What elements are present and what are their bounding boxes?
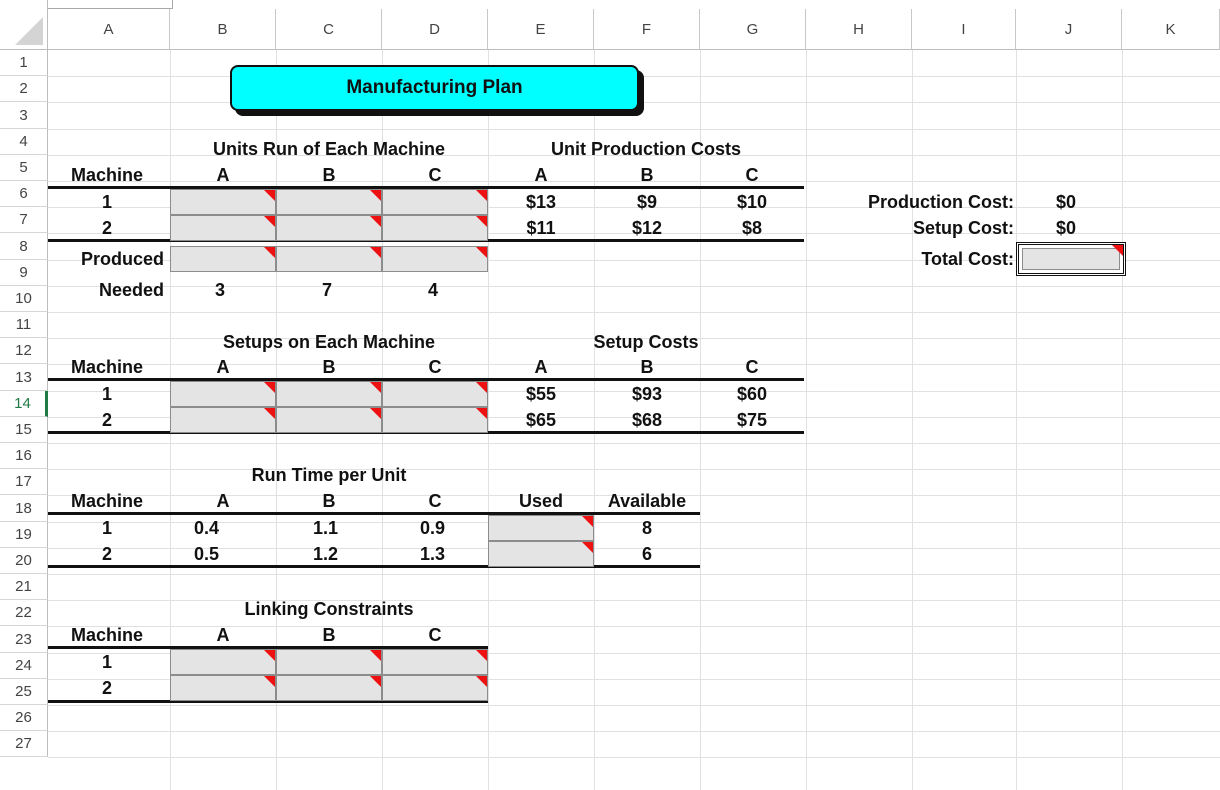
needed-label: Needed: [98, 280, 164, 300]
column-header-h[interactable]: H: [806, 9, 912, 50]
unit-costs-col-a: A: [534, 165, 548, 185]
setups-2-b-cell[interactable]: [276, 407, 382, 433]
available-label: Available: [607, 491, 687, 511]
units-run-machine-label: Machine: [70, 165, 144, 185]
needed-b: 7: [322, 280, 333, 300]
setup-cost-2b: $68: [631, 410, 663, 430]
row-header-23[interactable]: 23: [0, 626, 48, 653]
gridline: [1122, 50, 1123, 790]
comment-indicator-icon: [476, 676, 487, 687]
row-header-18[interactable]: 18: [0, 495, 48, 522]
run-time-1b: 1.1: [313, 518, 339, 538]
setups-1-c-cell[interactable]: [382, 381, 488, 407]
gridline: [806, 50, 807, 790]
run-time-2a: 0.5: [194, 544, 220, 564]
row-header-6[interactable]: 6: [0, 181, 48, 207]
row-header-25[interactable]: 25: [0, 679, 48, 705]
column-header-f[interactable]: F: [594, 9, 700, 50]
comment-indicator-icon: [476, 190, 487, 201]
setup-costs-col-b: B: [640, 357, 654, 377]
row-header-1[interactable]: 1: [0, 50, 48, 76]
units-run-2-a-cell[interactable]: [170, 215, 276, 241]
setup-cost-1c: $60: [736, 384, 768, 404]
setup-cost-label: Setup Cost:: [913, 218, 1014, 238]
row-header-12[interactable]: 12: [0, 338, 48, 364]
setups-col-c: C: [428, 357, 442, 377]
column-header-d[interactable]: D: [382, 9, 488, 50]
setups-machine-label: Machine: [70, 357, 144, 377]
run-time-machine-2: 2: [101, 544, 112, 564]
row-header-27[interactable]: 27: [0, 731, 48, 757]
unit-cost-1a: $13: [525, 192, 557, 212]
comment-indicator-icon: [476, 408, 487, 419]
column-header-c[interactable]: C: [276, 9, 382, 50]
comment-indicator-icon: [264, 382, 275, 393]
setups-machine-1: 1: [101, 384, 112, 404]
row-header-24[interactable]: 24: [0, 653, 48, 679]
setups-1-a-cell[interactable]: [170, 381, 276, 407]
available-2: 6: [641, 544, 652, 564]
comment-indicator-icon: [264, 190, 275, 201]
units-run-col-b: B: [322, 165, 336, 185]
total-cost-cell[interactable]: [1016, 242, 1126, 276]
setup-cost-2a: $65: [525, 410, 557, 430]
row-header-11[interactable]: 11: [0, 312, 48, 338]
run-time-1a: 0.4: [194, 518, 220, 538]
linking-1-c-cell[interactable]: [382, 649, 488, 675]
run-time-1c: 0.9: [420, 518, 446, 538]
setup-cost-value: $0: [1056, 218, 1077, 238]
setup-costs-heading: Setup Costs: [593, 332, 699, 352]
setups-1-b-cell[interactable]: [276, 381, 382, 407]
linking-machine-2: 2: [101, 678, 112, 698]
linking-machine-1: 1: [101, 652, 112, 672]
comment-indicator-icon: [476, 650, 487, 661]
title-banner: Manufacturing Plan: [230, 65, 639, 111]
linking-2-a-cell[interactable]: [170, 675, 276, 701]
units-run-machine-1: 1: [101, 192, 112, 212]
row-header-8[interactable]: 8: [0, 233, 48, 260]
used-label: Used: [518, 491, 563, 511]
linking-col-c: C: [428, 625, 442, 645]
produced-c-cell[interactable]: [382, 246, 488, 272]
row-header-20[interactable]: 20: [0, 548, 48, 574]
comment-indicator-icon: [370, 408, 381, 419]
row-header-16[interactable]: 16: [0, 443, 48, 469]
production-cost-label: Production Cost:: [868, 192, 1014, 212]
setups-2-c-cell[interactable]: [382, 407, 488, 433]
row-header-15[interactable]: 15: [0, 417, 48, 443]
row-header-26[interactable]: 26: [0, 705, 48, 731]
comment-indicator-icon: [582, 542, 593, 553]
linking-heading: Linking Constraints: [244, 599, 414, 619]
units-run-col-a: A: [216, 165, 230, 185]
setups-2-a-cell[interactable]: [170, 407, 276, 433]
row-header-4[interactable]: 4: [0, 129, 48, 155]
run-time-col-c: C: [428, 491, 442, 511]
comment-indicator-icon: [370, 216, 381, 227]
row-header-5[interactable]: 5: [0, 155, 48, 181]
row-header-7[interactable]: 7: [0, 207, 48, 233]
needed-c: 4: [428, 280, 439, 300]
linking-col-b: B: [322, 625, 336, 645]
comment-indicator-icon: [476, 247, 487, 258]
gridline: [912, 50, 913, 790]
comment-indicator-icon: [264, 676, 275, 687]
gridline: [48, 443, 1220, 444]
units-run-1-a-cell[interactable]: [170, 189, 276, 215]
setup-costs-col-c: C: [745, 357, 759, 377]
total-cost-label: Total Cost:: [921, 249, 1014, 269]
available-1: 8: [641, 518, 652, 538]
comment-indicator-icon: [264, 216, 275, 227]
produced-b-cell[interactable]: [276, 246, 382, 272]
produced-label: Produced: [80, 249, 164, 269]
units-run-2-b-cell[interactable]: [276, 215, 382, 241]
gridline: [48, 574, 1220, 575]
comment-indicator-icon: [370, 676, 381, 687]
gridline: [48, 731, 1220, 732]
run-time-2c: 1.3: [420, 544, 446, 564]
comment-indicator-icon: [476, 216, 487, 227]
units-run-col-c: C: [428, 165, 442, 185]
linking-2-b-cell[interactable]: [276, 675, 382, 701]
produced-a-cell[interactable]: [170, 246, 276, 272]
setup-cost-1b: $93: [631, 384, 663, 404]
unit-costs-col-b: B: [640, 165, 654, 185]
column-header-i[interactable]: I: [912, 9, 1016, 50]
setup-costs-col-a: A: [534, 357, 548, 377]
used-1-cell[interactable]: [488, 515, 594, 541]
unit-cost-2c: $8: [741, 218, 763, 238]
row-header-17[interactable]: 17: [0, 469, 48, 495]
production-cost-value: $0: [1056, 192, 1077, 212]
gridline: [1016, 50, 1017, 790]
comment-indicator-icon: [582, 516, 593, 527]
comment-indicator-icon: [370, 382, 381, 393]
row-header-3[interactable]: 3: [0, 102, 48, 129]
gridline: [48, 705, 1220, 706]
row-header-19[interactable]: 19: [0, 522, 48, 548]
run-time-2b: 1.2: [313, 544, 339, 564]
comment-indicator-icon: [370, 650, 381, 661]
select-all-corner[interactable]: [0, 0, 48, 50]
gridline: [48, 129, 1220, 130]
comment-indicator-icon: [370, 190, 381, 201]
units-run-2-c-cell[interactable]: [382, 215, 488, 241]
setup-cost-1a: $55: [525, 384, 557, 404]
row-header-2[interactable]: 2: [0, 76, 48, 102]
linking-2-c-cell[interactable]: [382, 675, 488, 701]
units-run-machine-2: 2: [101, 218, 112, 238]
units-run-heading: Units Run of Each Machine: [212, 139, 446, 159]
linking-1-b-cell[interactable]: [276, 649, 382, 675]
setups-machine-2: 2: [101, 410, 112, 430]
column-header-a[interactable]: A: [48, 9, 170, 50]
column-header-g[interactable]: G: [700, 9, 806, 50]
comment-indicator-icon: [264, 650, 275, 661]
linking-1-a-cell[interactable]: [170, 649, 276, 675]
unit-costs-col-c: C: [745, 165, 759, 185]
run-time-machine-label: Machine: [70, 491, 144, 511]
run-time-col-a: A: [216, 491, 230, 511]
row-header-14[interactable]: 14: [0, 391, 48, 417]
setups-col-a: A: [216, 357, 230, 377]
gridline: [48, 312, 1220, 313]
unit-cost-1c: $10: [736, 192, 768, 212]
setups-heading: Setups on Each Machine: [222, 332, 436, 352]
comment-indicator-icon: [264, 408, 275, 419]
units-run-1-c-cell[interactable]: [382, 189, 488, 215]
row-header-22[interactable]: 22: [0, 600, 48, 626]
comment-indicator-icon: [264, 247, 275, 258]
setups-col-b: B: [322, 357, 336, 377]
row-header-21[interactable]: 21: [0, 574, 48, 600]
column-header-j[interactable]: J: [1016, 9, 1122, 50]
row-header-9[interactable]: 9: [0, 260, 48, 286]
comment-indicator-icon: [476, 382, 487, 393]
unit-cost-2b: $12: [631, 218, 663, 238]
linking-col-a: A: [216, 625, 230, 645]
row-header-13[interactable]: 13: [0, 364, 48, 391]
unit-costs-heading: Unit Production Costs: [551, 139, 741, 159]
column-header-e[interactable]: E: [488, 9, 594, 50]
run-time-heading: Run Time per Unit: [251, 465, 407, 485]
gridline: [48, 757, 1220, 758]
run-time-machine-1: 1: [101, 518, 112, 538]
column-header-b[interactable]: B: [170, 9, 276, 50]
run-time-col-b: B: [322, 491, 336, 511]
unit-cost-1b: $9: [636, 192, 658, 212]
unit-cost-2a: $11: [526, 218, 556, 238]
used-2-cell[interactable]: [488, 541, 594, 567]
setup-cost-2c: $75: [736, 410, 768, 430]
linking-machine-label: Machine: [70, 625, 144, 645]
comment-indicator-icon: [1112, 245, 1123, 256]
run-time-bottom-rule: [48, 565, 700, 568]
column-header-k[interactable]: K: [1122, 9, 1220, 50]
units-run-1-b-cell[interactable]: [276, 189, 382, 215]
needed-a: 3: [215, 280, 226, 300]
row-header-10[interactable]: 10: [0, 286, 48, 312]
comment-indicator-icon: [370, 247, 381, 258]
